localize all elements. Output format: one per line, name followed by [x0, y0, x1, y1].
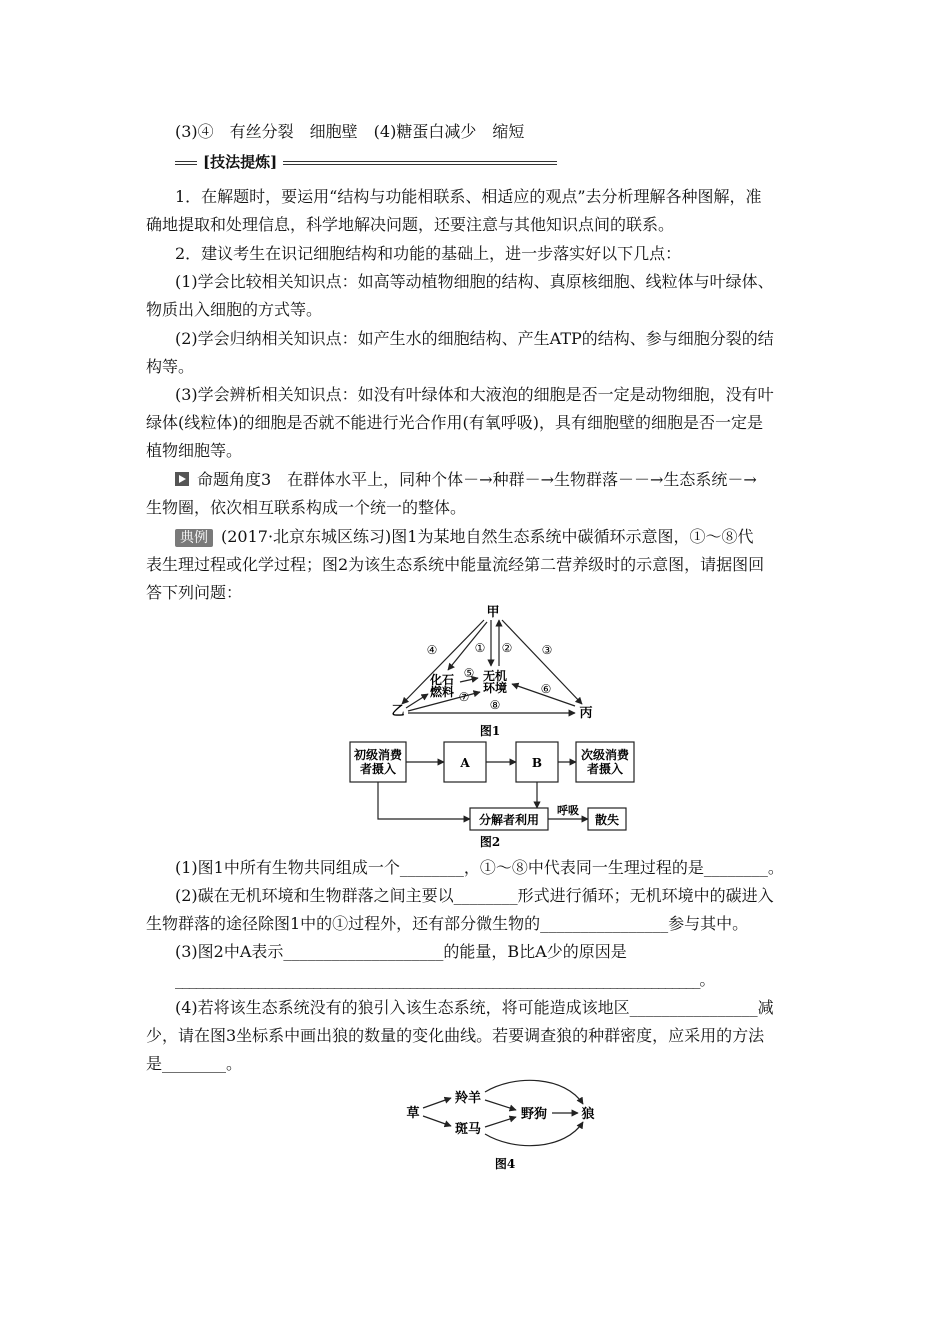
- example-text-1: (2017·北京东城区练习)图1为某地自然生态系统中碳循环示意图，①～⑧代: [221, 527, 754, 546]
- example-tag: 典例: [175, 529, 213, 547]
- label-n1: ①: [474, 641, 486, 655]
- angle-line-1: [175, 470, 757, 490]
- node-inorganic-2: 环境: [482, 681, 508, 695]
- secondary-consumer-line-1: 次级消费: [580, 748, 630, 762]
- example-line-1: [175, 527, 753, 547]
- question-2b: 生物群落的途径除图1中的①过程外，还有部分微生物的________________参与其中。: [146, 914, 749, 933]
- box-b-label: B: [531, 756, 543, 770]
- primary-consumer-line-2: 者摄入: [359, 762, 397, 776]
- arrow-zebra-to-wolf: [485, 1122, 583, 1146]
- arrow-primary-to-decomposer: [378, 782, 470, 819]
- question-4a: (4)若将该生态系统没有的狼引入该生态系统，将可能造成该地区________________减: [175, 998, 774, 1017]
- tech-paragraph-1b: 确地提取和处理信息，科学地解决问题，还要注意与其他知识点间的联系。: [146, 215, 675, 234]
- box-a-label: A: [460, 756, 470, 770]
- secondary-consumer-line-2: 者摄入: [586, 762, 624, 776]
- figure-4-caption: 图4: [494, 1157, 516, 1171]
- node-wolf: 狼: [581, 1107, 595, 1122]
- label-n4: ④: [426, 643, 438, 657]
- tech-paragraph-5b: 绿体(线粒体)的细胞是否就不能进行光合作用(有氧呼吸)，具有细胞壁的细胞是否一定是: [146, 413, 763, 432]
- decomposer-label: 分解者利用: [478, 813, 540, 827]
- question-3a: (3)图2中A表示____________________的能量，B比A少的原因是: [175, 942, 627, 961]
- question-2a: (2)碳在无机环境和生物群落之间主要以________形式进行循环；无机环境中的碳进入: [175, 886, 774, 905]
- figure-2-caption: 图2: [479, 835, 501, 849]
- node-bing: 丙: [579, 706, 593, 721]
- tech-paragraph-4a: (2)学会归纳相关知识点：如产生水的细胞结构、产生ATP的结构、参与细胞分裂的结: [175, 329, 774, 348]
- example-line-3: 答下列问题：: [146, 583, 243, 602]
- node-fossil-2: 燃料: [429, 685, 455, 699]
- tech-paragraph-4b: 构等。: [146, 357, 195, 376]
- question-4b: 少，请在图3坐标系中画出狼的数量的变化曲线。若要调查狼的种群密度，应采用的方法: [146, 1026, 765, 1045]
- tech-paragraph-3b: 物质出入细胞的方式等。: [146, 300, 323, 319]
- answer-line: (3)④ 有丝分裂 细胞壁 (4)糖蛋白减少 缩短: [175, 122, 525, 141]
- arrow-zebra-to-dog: [485, 1117, 516, 1127]
- angle-text-1: 命题角度3 在群体水平上，同种个体－→种群－→生物群落－－→生态系统－→: [197, 470, 757, 489]
- play-icon: [175, 472, 189, 486]
- lost-label: 散失: [594, 813, 620, 827]
- label-n7: ⑦: [458, 690, 470, 704]
- node-fossil-1: 化石: [429, 673, 455, 687]
- tech-paragraph-3a: (1)学会比较相关知识点：如高等动植物细胞的结构、真原核细胞、线粒体与叶绿体、: [175, 272, 774, 291]
- arrow-grass-to-zebra: [423, 1116, 451, 1126]
- label-n6: ⑥: [540, 682, 552, 696]
- figure-2-energy-flow: [340, 738, 640, 850]
- node-yi: 乙: [391, 704, 405, 719]
- figure-4-food-web: [395, 1076, 615, 1178]
- figure-1-caption: 图1: [479, 724, 501, 738]
- arrow-antelope-to-wolf: [485, 1080, 583, 1104]
- question-1: (1)图1中所有生物共同组成一个________，①～⑧中代表同一生理过程的是________。: [175, 858, 784, 877]
- tech-paragraph-1a: 1．在解题时，要运用“结构与功能相联系、相适应的观点”去分析理解各种图解，准: [175, 187, 762, 206]
- question-3b: ____________________________________________________________________________。: [175, 970, 715, 989]
- example-line-2: 表生理过程或化学过程；图2为该生态系统中能量流经第二营养级时的示意图，请据图回: [146, 555, 765, 574]
- label-n2: ②: [501, 641, 513, 655]
- node-inorganic-1: 无机: [482, 669, 508, 683]
- arrow-antelope-to-dog: [485, 1100, 516, 1110]
- node-jia: 甲: [486, 605, 500, 620]
- primary-consumer-line-1: 初级消费: [353, 748, 403, 762]
- tech-section-title: [技法提炼]: [197, 151, 283, 173]
- tech-paragraph-2: 2．建议考生在识记细胞结构和功能的基础上，进一步落实好以下几点：: [175, 244, 682, 263]
- question-4c: 是________。: [146, 1054, 243, 1073]
- node-wild-dog: 野狗: [520, 1107, 548, 1122]
- tech-paragraph-5c: 植物细胞等。: [146, 441, 243, 460]
- angle-line-2: 生物圈，依次相互联系构成一个统一的整体。: [146, 498, 467, 517]
- respiration-label: 呼吸: [557, 804, 579, 817]
- tech-paragraph-5a: (3)学会辨析相关知识点：如没有叶绿体和大液泡的细胞是否一定是动物细胞，没有叶: [175, 385, 774, 404]
- label-n3: ③: [541, 643, 553, 657]
- arrow-grass-to-antelope: [423, 1098, 451, 1108]
- tech-section-bar: [175, 151, 557, 173]
- label-n5: ⑤: [463, 666, 475, 680]
- node-antelope: 羚羊: [454, 1091, 482, 1106]
- node-grass: 草: [406, 1106, 420, 1121]
- node-zebra: 斑马: [454, 1122, 482, 1137]
- figure-1-carbon-cycle: [370, 600, 610, 740]
- label-n8: ⑧: [489, 698, 501, 712]
